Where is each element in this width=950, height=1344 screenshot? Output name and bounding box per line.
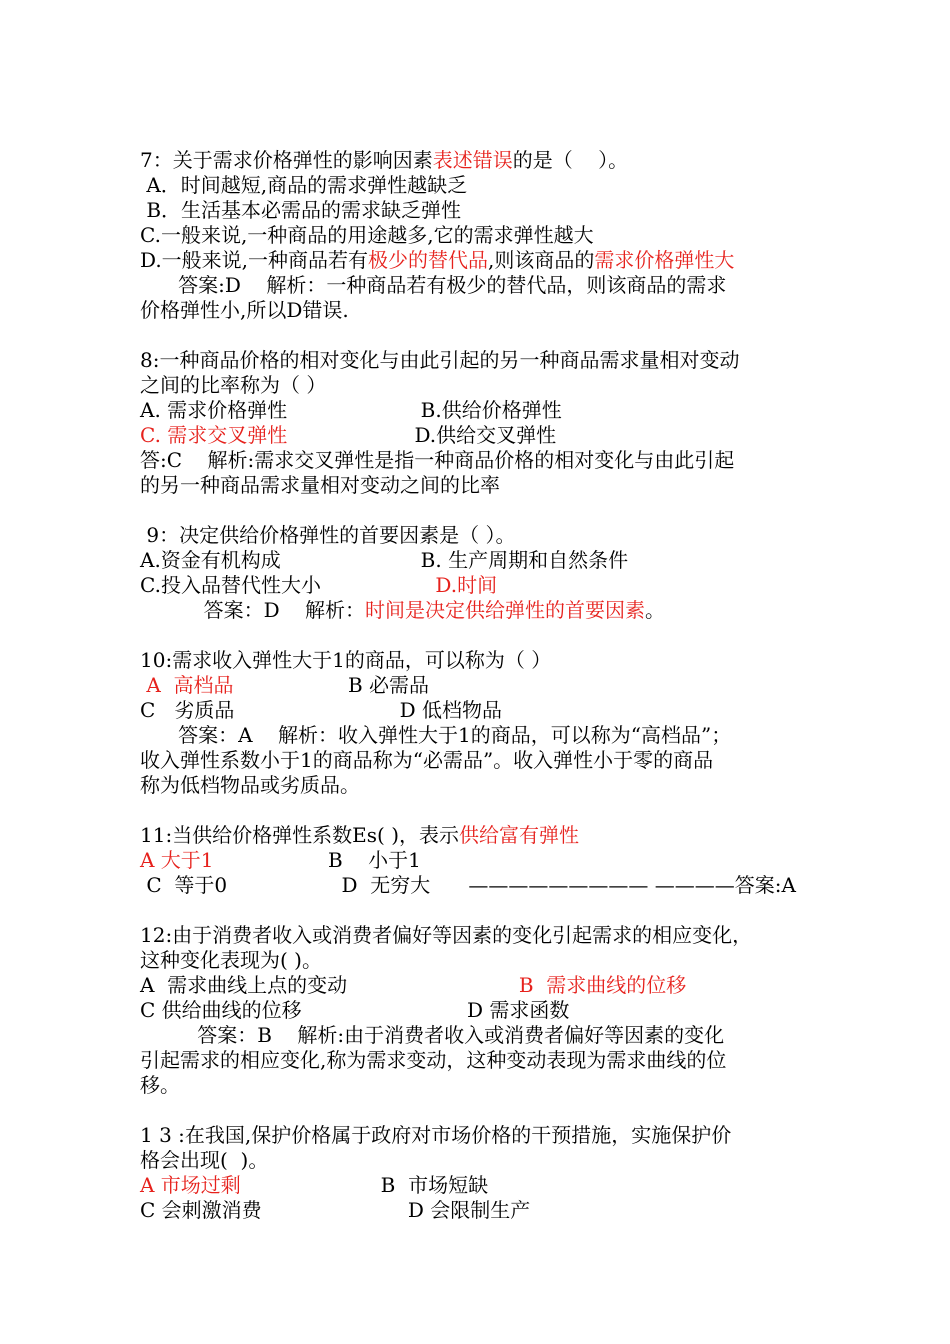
text-line: [140, 723, 731, 748]
text-line: [140, 673, 429, 698]
highlighted-text: B 需求曲线的位移: [518, 973, 687, 997]
highlighted-text: A 市场过剩: [140, 1173, 241, 1197]
text-line: [140, 573, 497, 598]
text-segment: C.一般来说,一种商品的用途越多,它的需求弹性越大: [140, 223, 594, 247]
highlighted-text: 供给富有弹性: [459, 823, 580, 847]
text-segment: A.资金有机构成 B. 生产周期和自然条件: [140, 548, 629, 572]
text-line: [140, 773, 360, 798]
highlighted-text: 极少的替代品: [368, 248, 489, 272]
highlighted-text: A 高档品: [140, 673, 234, 697]
text-segment: 9：决定供给价格弹性的首要因素是（ ）。: [140, 523, 516, 547]
text-segment: 称为低档物品或劣质品。: [140, 773, 360, 797]
text-segment: 答案：B 解析:由于消费者收入或消费者偏好等因素的变化: [140, 1023, 725, 1047]
text-line: [140, 423, 556, 448]
text-segment: D.供给交叉弹性: [287, 423, 557, 447]
text-line: [140, 1148, 268, 1173]
text-line: [140, 198, 461, 223]
text-segment: 格会出现( )。: [140, 1148, 269, 1172]
text-line: [140, 523, 515, 548]
text-line: [140, 1048, 726, 1073]
text-line: [140, 373, 326, 398]
text-segment: 引起需求的相应变化,称为需求变动，这种变动表现为需求曲线的位: [140, 1048, 727, 1072]
text-line: [140, 748, 713, 773]
text-line: [140, 873, 796, 898]
text-line: [140, 173, 467, 198]
text-segment: 12:由于消费者收入或消费者偏好等因素的变化引起需求的相应变化，: [140, 923, 753, 947]
text-line: [140, 448, 734, 473]
highlighted-text: C. 需求交叉弹性: [140, 423, 288, 447]
text-segment: A. 需求价格弹性 B.供给价格弹性: [140, 398, 562, 422]
highlighted-text: 表述错误: [432, 148, 513, 172]
text-segment: 8:一种商品价格的相对变化与由此引起的另一种商品需求量相对变动: [140, 348, 740, 372]
text-line: [140, 473, 500, 498]
text-line: [140, 148, 628, 173]
text-segment: B 必需品: [233, 673, 430, 697]
text-line: [140, 223, 594, 248]
text-line: [140, 923, 752, 948]
text-segment: 10:需求收入弹性大于1的商品，可以称为（ ）: [140, 648, 552, 672]
text-line: [140, 1198, 530, 1223]
text-segment: 答案：D 解析：: [140, 598, 366, 622]
text-line: [140, 548, 628, 573]
text-segment: 移。: [140, 1073, 180, 1097]
text-line: [140, 248, 734, 273]
text-segment: 1 3 :在我国,保护价格属于政府对市场价格的干预措施，实施保护价: [140, 1123, 732, 1147]
highlighted-text: A 大于1: [140, 848, 214, 872]
text-line: [140, 398, 562, 423]
text-line: [140, 1173, 488, 1198]
text-line: [140, 973, 686, 998]
text-segment: A．时间越短,商品的需求弹性越缺乏: [140, 173, 468, 197]
text-segment: 答案:D 解析：一种商品若有极少的替代品，则该商品的需求: [140, 273, 727, 297]
text-line: [140, 1023, 724, 1048]
text-segment: 。: [645, 598, 666, 622]
text-line: [140, 648, 551, 673]
text-line: [140, 823, 579, 848]
text-segment: C.投入品替代性大小: [140, 573, 436, 597]
text-segment: 的另一种商品需求量相对变动之间的比率: [140, 473, 500, 497]
text-segment: 这种变化表现为( )。: [140, 948, 322, 972]
text-segment: 答:C 解析:需求交叉弹性是指一种商品价格的相对变化与由此引起: [140, 448, 735, 472]
text-line: [140, 273, 726, 298]
text-segment: D.一般来说,一种商品若有: [140, 248, 369, 272]
text-line: [140, 1073, 180, 1098]
text-line: [140, 598, 665, 623]
text-segment: C 劣质品 D 低档物品: [140, 698, 503, 722]
highlighted-text: 需求价格弹性大: [594, 248, 735, 272]
text-segment: 7：关于需求价格弹性的影响因素: [140, 148, 433, 172]
text-segment: B 小于1: [213, 848, 421, 872]
text-line: [140, 998, 569, 1023]
text-segment: 价格弹性小,所以D错误.: [140, 298, 349, 322]
text-line: [140, 848, 421, 873]
highlighted-text: D.时间: [435, 573, 498, 597]
text-line: [140, 698, 502, 723]
text-segment: B 市场短缺: [240, 1173, 489, 1197]
text-line: [140, 298, 349, 323]
text-line: [140, 948, 322, 973]
text-line: [140, 1123, 731, 1148]
text-segment: C 等于0 D 无穷大 ————————— ————答案:A: [140, 873, 796, 897]
text-segment: 答案：A 解析：收入弹性大于1的商品，可以称为“高档品”；: [140, 723, 732, 747]
text-segment: ,则该商品的: [488, 248, 595, 272]
text-segment: 收入弹性系数小于1的商品称为“必需品”。收入弹性小于零的商品: [140, 748, 714, 772]
text-segment: C 会刺激消费 D 会限制生产: [140, 1198, 531, 1222]
text-segment: C 供给曲线的位移 D 需求函数: [140, 998, 570, 1022]
text-segment: 的是（ ）。: [512, 148, 629, 172]
text-segment: 之间的比率称为（ ）: [140, 373, 327, 397]
highlighted-text: 时间是决定供给弹性的首要因素: [365, 598, 646, 622]
text-segment: A 需求曲线上点的变动: [140, 973, 519, 997]
text-segment: B．生活基本必需品的需求缺乏弹性: [140, 198, 462, 222]
text-segment: 11:当供给价格弹性系数Es( )，表示: [140, 823, 460, 847]
text-line: [140, 348, 739, 373]
